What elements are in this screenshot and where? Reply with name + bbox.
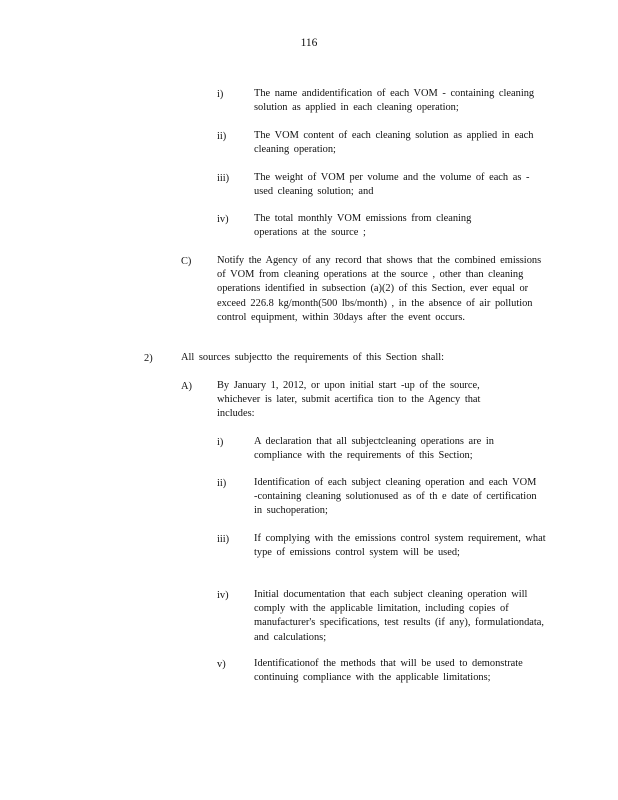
item-text: The weight of VOM per volume and the volume of each as - used cleaning solution; and — [254, 172, 530, 198]
item-label: iii) — [217, 534, 230, 545]
item-text: All sources subjectto the requirements of this Section shall: — [181, 352, 445, 363]
item-label: iv) — [217, 590, 229, 601]
item-label: i) — [217, 437, 224, 448]
item-text: If complying with the emissions control system requirement, what type of emissions control system will be used; — [254, 533, 546, 559]
item-label: iv) — [217, 214, 229, 225]
item-text: Identificationof the methods that will be used to demonstrate continuing compliance with the applicable limitations; — [254, 658, 523, 684]
item-text: The VOM content of each cleaning solution as applied in each cleaning operation; — [254, 130, 534, 156]
item-label: iii) — [217, 173, 230, 184]
item-label: i) — [217, 89, 224, 100]
item-label: A) — [181, 381, 192, 392]
item-label: 2) — [144, 353, 153, 364]
item-label: C) — [181, 256, 192, 267]
item-text: Initial documentation that each subject cleaning operation will comply with the applicable limitation, including copies of manufacturer's specifications, test results (if any), formulationdata, and calculations; — [254, 589, 544, 643]
item-text: Notify the Agency of any record that shows that the combined emissions of VOM from cleaning operations at the source , other than cleaning operations identified in subsection (a)(2) of this Section, ever equal or exceed 226.8 kg/month(500 lbs/month) , in the absence of air pollution control equipment, within 30days after the event occurs. — [217, 255, 542, 323]
item-text: Identification of each subject cleaning operation and each VOM -containing cleaning solutionused as of th e date of certification in suchoperation; — [254, 477, 537, 517]
page-number: 116 — [300, 37, 318, 49]
item-label: ii) — [217, 478, 227, 489]
item-label: ii) — [217, 131, 227, 142]
item-text: The total monthly VOM emissions from cleaning operations at the source ; — [254, 213, 472, 239]
item-label: v) — [217, 659, 226, 670]
item-text: A declaration that all subjectcleaning operations are in compliance with the requirements of this Section; — [254, 436, 494, 462]
item-text: The name andidentification of each VOM - containing cleaning solution as applied in each cleaning operation; — [254, 88, 535, 114]
item-text: By January 1, 2012, or upon initial start -up of the source, whichever is later, submit acertifica tion to the Agency that includes: — [217, 380, 481, 420]
